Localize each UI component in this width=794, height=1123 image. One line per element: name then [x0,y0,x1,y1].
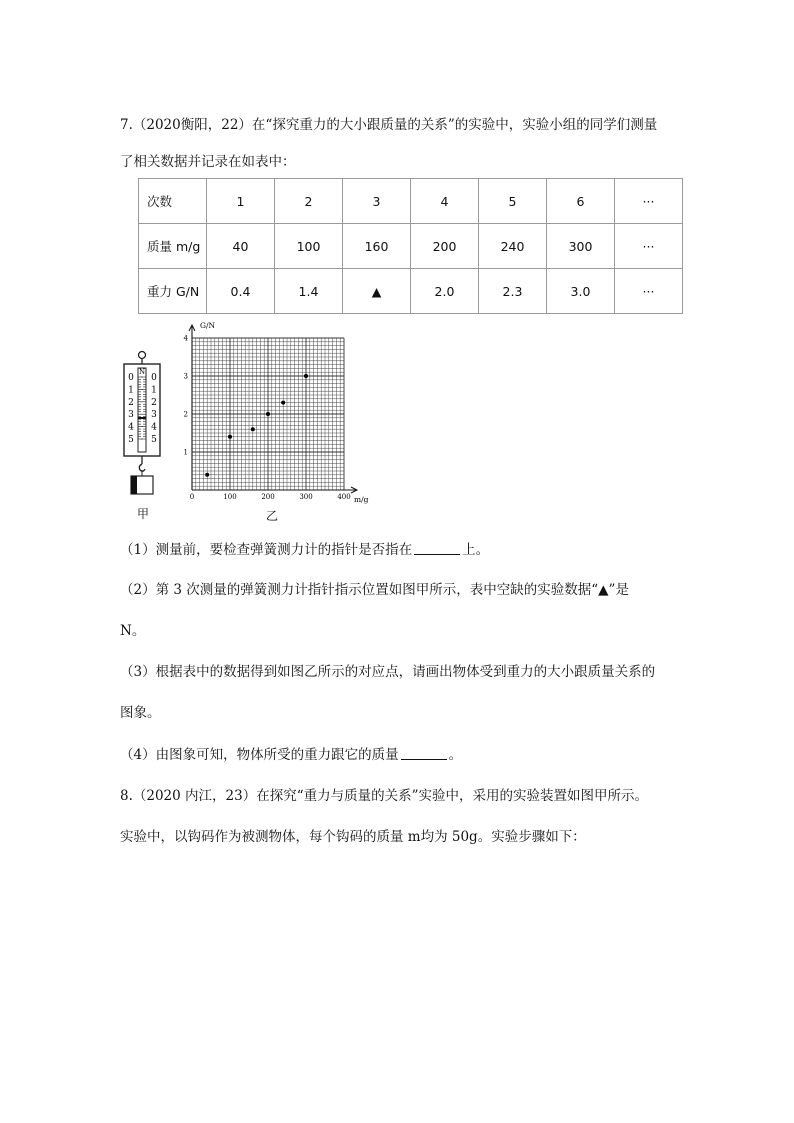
data-point [266,412,270,416]
y-tick-label: 2 [183,410,188,419]
row-header: 重力 G/N [139,269,207,314]
left-tick-label: 4 [128,422,134,433]
question-8-line2: 实验中，以钩码作为被测物体，每个钩码的质量 m均为 50g。实验步骤如下： [120,829,586,845]
table-cell: 1.4 [275,269,343,314]
table-cell: 40 [207,224,275,269]
sub-question-4-end: 。 [448,747,463,763]
row-header: 次数 [139,179,207,224]
left-tick-label: 5 [128,435,134,445]
gravity-mass-chart [180,318,380,518]
x-tick-label: 200 [261,493,275,501]
table-cell: 2 [275,179,343,224]
data-point [251,427,255,431]
sub-question-2-line2: N。 [120,623,146,639]
table-cell: ··· [615,179,683,224]
row-header: 质量 m/g [139,224,207,269]
table-cell: 2.3 [479,269,547,314]
answer-blank-4[interactable] [401,747,447,760]
right-tick-label: 0 [151,373,157,383]
table-cell: ▲ [343,269,411,314]
data-table [138,178,683,314]
y-tick-label: 3 [183,372,188,381]
x-axis-label: m/g [354,495,369,504]
y-tick-label: 4 [183,334,188,343]
answer-blank-1[interactable] [414,542,460,555]
right-tick-label: 4 [151,422,157,433]
sub-question-4-text: （4）由图象可知，物体所受的重力跟它的质量 [120,747,399,763]
table-cell: 2.0 [411,269,479,314]
table-cell: ··· [615,269,683,314]
data-point [304,374,308,378]
left-tick-label: 3 [128,410,134,421]
sub-question-4 [120,743,462,763]
right-tick-label: 5 [151,435,157,445]
right-tick-label: 2 [151,397,157,408]
data-point [228,435,232,439]
sub-question-1 [120,538,489,558]
right-tick-label: 3 [151,410,157,421]
table-cell: 5 [479,179,547,224]
table-row [139,269,683,314]
weight-block-shade [131,476,137,494]
left-tick-label: 1 [128,385,134,396]
table-cell: 100 [275,224,343,269]
sub-question-3-line2: 图象。 [120,705,161,721]
y-tick-label: 1 [183,448,188,457]
scale-slot [138,368,146,452]
left-tick-label: 0 [128,373,134,383]
table-cell: 0.4 [207,269,275,314]
table-cell: 3.0 [547,269,615,314]
x-tick-label: 100 [223,493,237,501]
question-8-line1: 8.（2020 内江，23）在探究“重力与质量的关系”实验中，采用的实验装置如图甲所示。 [120,788,649,804]
table-cell: 200 [411,224,479,269]
sub-question-2-line1: （2）第 3 次测量的弹簧测力计指针指示位置如图甲所示，表中空缺的实验数据“▲”是 [120,582,629,598]
y-axis-label: G/N [200,321,216,330]
right-tick-label: 1 [151,385,157,396]
data-point [281,401,285,405]
left-tick-label: 2 [128,397,134,408]
sub-question-3-line1: （3）根据表中的数据得到如图乙所示的对应点，请画出物体受到重力的大小跟质量关系的 [120,664,656,680]
table-cell: 4 [411,179,479,224]
table-cell: 6 [547,179,615,224]
question-7-intro-line2: 了相关数据并记录在如表中： [120,154,296,170]
unit-label: N [138,368,146,376]
question-7-intro-line1: 7.（2020衡阳，22）在“探究重力的大小跟质量的关系”的实验中，实验小组的同学们测量 [120,117,658,133]
spring-scale-figure [118,350,168,520]
table-row [139,179,683,224]
sub-question-1-end: 上。 [462,542,490,558]
table-cell: ··· [615,224,683,269]
top-hook-ring [139,352,146,359]
data-point [205,473,209,477]
x-tick-label: 400 [337,493,351,501]
x-tick-label: 0 [189,493,195,501]
table-row [139,224,683,269]
figure-yi-label: 乙 [266,509,279,523]
table-cell: 240 [479,224,547,269]
table-cell: 160 [343,224,411,269]
table-cell: 3 [343,179,411,224]
figure-jia-label: 甲 [137,507,150,521]
table-cell: 1 [207,179,275,224]
sub-question-1-text: （1）测量前，要检查弹簧测力计的指针是否指在 [120,542,413,558]
table-cell: 300 [547,224,615,269]
x-tick-label: 300 [299,493,313,501]
